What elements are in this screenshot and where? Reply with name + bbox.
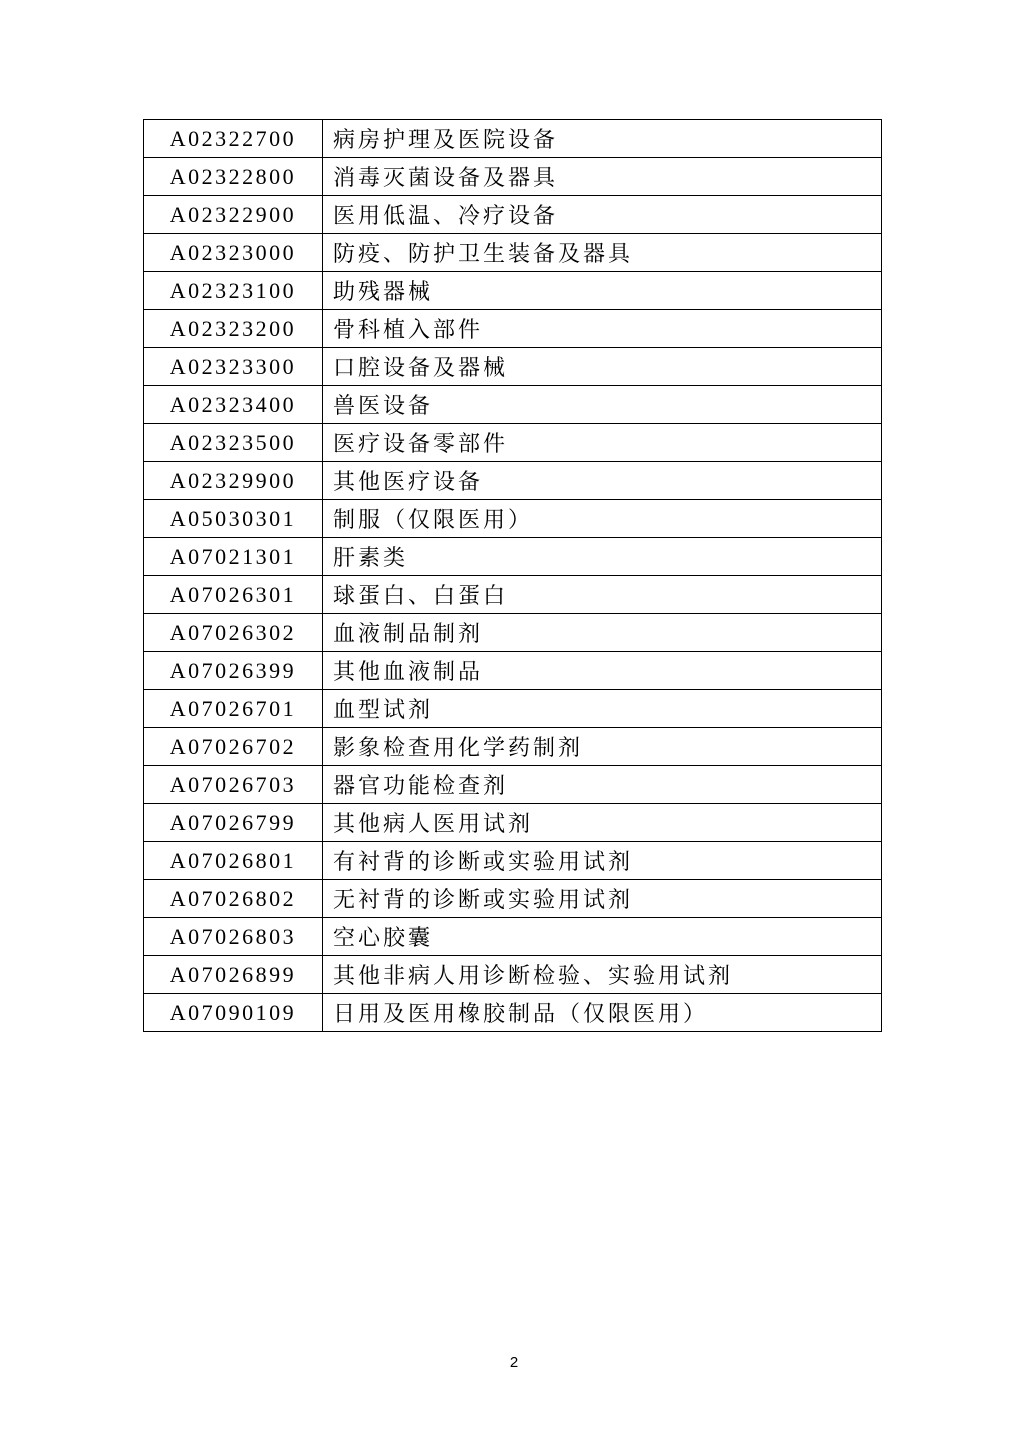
item-name-cell: 骨科植入部件 <box>323 310 882 348</box>
table-row <box>144 196 882 234</box>
item-name-cell: 助残器械 <box>323 272 882 310</box>
item-code-cell: A02322900 <box>144 196 323 234</box>
table-row <box>144 348 882 386</box>
item-name-cell: 医用低温、冷疗设备 <box>323 196 882 234</box>
item-code-cell: A02322800 <box>144 158 323 196</box>
table-row <box>144 500 882 538</box>
table-row <box>144 386 882 424</box>
table-row <box>144 158 882 196</box>
item-code-cell: A07026399 <box>144 652 323 690</box>
item-code-cell: A05030301 <box>144 500 323 538</box>
item-code-cell: A07026802 <box>144 880 323 918</box>
table-row <box>144 614 882 652</box>
item-name-cell: 其他非病人用诊断检验、实验用试剂 <box>323 956 882 994</box>
item-code-cell: A07026899 <box>144 956 323 994</box>
item-name-cell: 肝素类 <box>323 538 882 576</box>
table-row <box>144 576 882 614</box>
item-name-cell: 防疫、防护卫生装备及器具 <box>323 234 882 272</box>
item-name-cell: 其他血液制品 <box>323 652 882 690</box>
item-code-cell: A07026803 <box>144 918 323 956</box>
table-row <box>144 424 882 462</box>
catalog-table-body <box>144 120 882 1032</box>
item-code-cell: A02323100 <box>144 272 323 310</box>
item-name-cell: 口腔设备及器械 <box>323 348 882 386</box>
item-name-cell: 器官功能检查剂 <box>323 766 882 804</box>
item-code-cell: A07026702 <box>144 728 323 766</box>
item-name-cell: 球蛋白、白蛋白 <box>323 576 882 614</box>
table-row <box>144 804 882 842</box>
item-name-cell: 影象检查用化学药制剂 <box>323 728 882 766</box>
item-code-cell: A07026701 <box>144 690 323 728</box>
item-name-cell: 医疗设备零部件 <box>323 424 882 462</box>
item-code-cell: A02323200 <box>144 310 323 348</box>
item-code-cell: A02323300 <box>144 348 323 386</box>
table-row <box>144 652 882 690</box>
item-code-cell: A07026302 <box>144 614 323 652</box>
item-name-cell: 制服（仅限医用） <box>323 500 882 538</box>
item-name-cell: 空心胶囊 <box>323 918 882 956</box>
item-name-cell: 消毒灭菌设备及器具 <box>323 158 882 196</box>
table-row <box>144 994 882 1032</box>
item-code-cell: A02322700 <box>144 120 323 158</box>
item-code-cell: A07026801 <box>144 842 323 880</box>
item-code-cell: A02323400 <box>144 386 323 424</box>
item-name-cell: 兽医设备 <box>323 386 882 424</box>
item-name-cell: 其他病人医用试剂 <box>323 804 882 842</box>
item-name-cell: 日用及医用橡胶制品（仅限医用） <box>323 994 882 1032</box>
item-code-cell: A07026799 <box>144 804 323 842</box>
item-code-cell: A07026301 <box>144 576 323 614</box>
item-name-cell: 血型试剂 <box>323 690 882 728</box>
table-row <box>144 120 882 158</box>
item-name-cell: 血液制品制剂 <box>323 614 882 652</box>
page-number: 2 <box>509 1354 519 1371</box>
item-name-cell: 有衬背的诊断或实验用试剂 <box>323 842 882 880</box>
table-row <box>144 272 882 310</box>
item-code-cell: A02323000 <box>144 234 323 272</box>
catalog-table <box>143 119 882 1032</box>
table-row <box>144 310 882 348</box>
table-row <box>144 538 882 576</box>
item-code-cell: A02323500 <box>144 424 323 462</box>
table-row <box>144 880 882 918</box>
item-name-cell: 无衬背的诊断或实验用试剂 <box>323 880 882 918</box>
item-code-cell: A02329900 <box>144 462 323 500</box>
table-row <box>144 462 882 500</box>
item-name-cell: 病房护理及医院设备 <box>323 120 882 158</box>
table-row <box>144 766 882 804</box>
table-row <box>144 842 882 880</box>
item-name-cell: 其他医疗设备 <box>323 462 882 500</box>
item-code-cell: A07026703 <box>144 766 323 804</box>
item-code-cell: A07090109 <box>144 994 323 1032</box>
table-row <box>144 918 882 956</box>
item-code-cell: A07021301 <box>144 538 323 576</box>
table-row <box>144 234 882 272</box>
table-row <box>144 956 882 994</box>
table-row <box>144 690 882 728</box>
table-row <box>144 728 882 766</box>
